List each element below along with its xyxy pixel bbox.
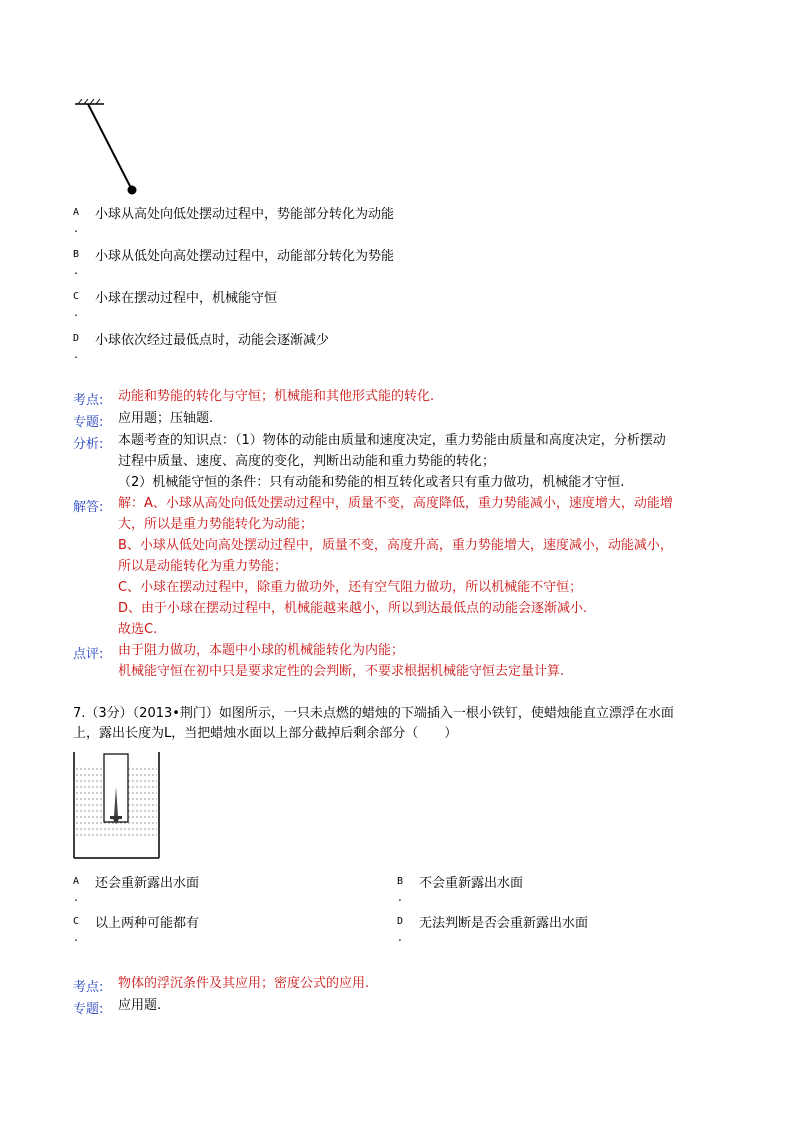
jieda-line: D、由于小球在摆动过程中，机械能越来越小，所以到达最低点的动能会逐渐减小.: [118, 601, 588, 616]
fenxi-label: 分析:: [73, 437, 104, 452]
fenxi-line: （2）机械能守恒的条件：只有动能和势能的相互转化或者只有重力做功，机械能才守恒.: [118, 475, 625, 490]
zhuanti-label: 专题:: [73, 1002, 104, 1017]
jieda-label: 解答:: [73, 500, 104, 515]
fenxi-line: 过程中质量、速度、高度的变化，判断出动能和重力势能的转化；: [118, 454, 496, 469]
dianping-line: 机械能守恒在初中只是要求定性的会判断，不要求根据机械能守恒去定量计算.: [118, 664, 565, 679]
candle-figure: [73, 752, 163, 860]
dianping-line: 由于阻力做功，本题中小球的机械能转化为内能；: [118, 643, 405, 658]
jieda-line: 故选C.: [118, 622, 158, 637]
zhuanti-text: 应用题.: [118, 998, 162, 1013]
jieda-line: 所以是动能转化为重力势能；: [118, 559, 288, 574]
kaodian-label: 考点:: [73, 980, 104, 995]
zhuanti-label: 专题:: [73, 415, 104, 430]
kaodian-text: 动能和势能的转化与守恒；机械能和其他形式能的转化.: [118, 389, 435, 404]
kaodian-text: 物体的浮沉条件及其应用；密度公式的应用.: [118, 976, 370, 991]
zhuanti-text: 应用题；压轴题.: [118, 411, 214, 426]
jieda-line: 大，所以是重力势能转化为动能；: [118, 517, 314, 532]
pendulum-figure: [70, 98, 150, 198]
jieda-line: B、小球从低处向高处摆动过程中，质量不变，高度升高，重力势能增大，速度减小，动能减小，: [118, 538, 673, 553]
fenxi-line: 本题考查的知识点：（1）物体的动能由质量和速度决定，重力势能由质量和高度决定，分析摆动: [118, 433, 666, 448]
jieda-line: 解：A、小球从高处向低处摆动过程中，质量不变，高度降低，重力势能减小，速度增大，动能增: [118, 496, 673, 511]
jieda-line: C、小球在摆动过程中，除重力做功外，还有空气阻力做功，所以机械能不守恒；: [118, 580, 583, 595]
dianping-label: 点评:: [73, 647, 104, 662]
kaodian-label: 考点:: [73, 393, 104, 408]
